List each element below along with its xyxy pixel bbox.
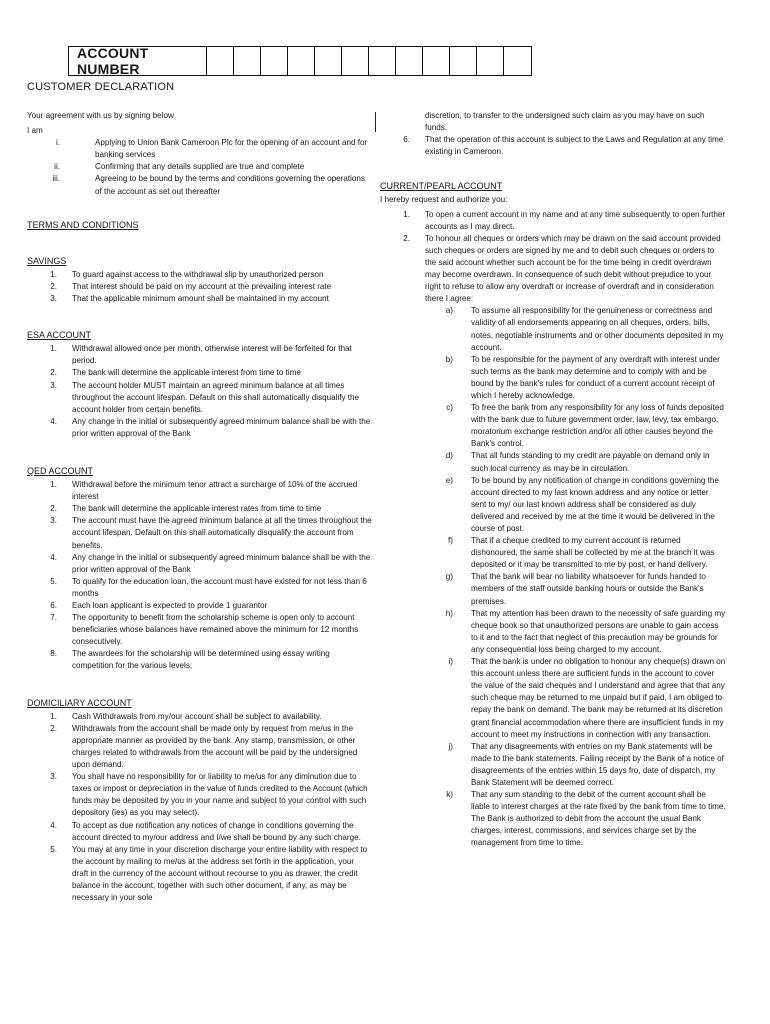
list-number: 1. xyxy=(50,269,57,279)
list-number: 4. xyxy=(50,820,57,830)
list-number: 5. xyxy=(50,844,57,854)
list-text: Applying to Union Bank Cameroon Plc for the opening of an account and for banking services xyxy=(95,138,368,160)
list-item xyxy=(27,293,372,305)
list-item xyxy=(425,305,726,353)
list-item xyxy=(425,450,726,474)
list-number: 3. xyxy=(50,380,57,390)
account-number-digit-cell[interactable] xyxy=(342,47,369,75)
list-number: e) xyxy=(445,475,453,485)
list-item xyxy=(27,820,372,844)
list-item xyxy=(27,161,372,173)
list-item xyxy=(27,269,372,281)
account-number-label: ACCOUNT NUMBER xyxy=(69,47,207,75)
savings-list xyxy=(27,269,372,305)
list-item xyxy=(27,343,372,367)
account-number-digit-cell[interactable] xyxy=(234,47,261,75)
list-text: Agreeing to be bound by the terms and conditions governing the operations of the account as set out thereafter xyxy=(95,174,365,196)
agreement-list xyxy=(380,305,726,849)
column-divider xyxy=(375,112,376,132)
qed-list xyxy=(27,479,372,673)
list-number: k) xyxy=(446,790,453,800)
list-item: 2. To honour all cheques or orders which may be drawn on the said account provided such cheques or orders are signed by me and to debit such cheques or orders to the said account whether such account be for the time being in credit overdrawn may become overdrawn. In consequence of such debit without prejudice to your right to refuse to allow any overdraft or increase of overdraft and in consideration there I agree: xyxy=(403,233,721,304)
list-text: That my attention has been drawn to the necessity of safe guarding my cheque book so that unauthorized persons are unable to gain access to it and to the fact that neglect of this precaution may be grounds for any consequential loss being charged to my account. xyxy=(471,608,726,654)
list-text: The bank will determine the applicable interest from time to time xyxy=(72,368,301,378)
list-item: 1. To open a current account in my name and at any time subsequently to open further accounts as I may direct. xyxy=(403,209,726,231)
list-number: c) xyxy=(446,403,453,413)
list-text: To accept as due notification any notices of change in conditions governing the account directed to my/our address and I/we shall be bound by any such charge. xyxy=(72,820,361,842)
account-number-digit-cell[interactable] xyxy=(396,47,423,75)
list-item: 6. That the operation of this account is subject to the Laws and Regulation at any time existing in Cameroon. xyxy=(403,135,724,157)
list-item xyxy=(27,173,372,197)
declaration-title: CUSTOMER DECLARATION xyxy=(27,81,175,93)
list-number: h) xyxy=(445,608,453,618)
domiciliary-title: DOMICILIARY ACCOUNT xyxy=(27,697,132,708)
list-text: Any change in the initial or subsequently agreed minimum balance shall be with the prior written approval of the Bank xyxy=(72,552,371,574)
list-item xyxy=(27,723,372,771)
list-number: 6. xyxy=(50,601,57,610)
list-text: Withdrawal before the minimum tenor attract a surcharge of 10% of the accrued interest xyxy=(72,480,358,502)
list-number: 3. xyxy=(50,772,57,782)
list-item xyxy=(27,137,372,161)
list-number: 5. xyxy=(50,576,57,586)
current-title: CURRENT/PEARL ACCOUNT xyxy=(380,181,503,192)
list-text: That the bank will bear no liability whatsoever for funds handed to members of the staff outside banking hours or outside the Bank's premises. xyxy=(471,572,706,606)
list-item xyxy=(27,367,372,379)
list-text: You shall have no responsibility for or liability to me/us for any diminution due to taxes or impost or depreciation in the value of funds credited to the Account (which funds may be deposited by you in your name and subject to your control with such depository (ies) as you may select). xyxy=(72,772,368,818)
list-item xyxy=(425,535,726,571)
list-number: 2. xyxy=(50,723,57,733)
account-number-digit-cell[interactable] xyxy=(207,47,234,75)
list-text: The account holder MUST maintain an agreed minimum balance at all times throughout the account lifespan. Default on this shall automatically disqualify the account holder from certain benefits. xyxy=(72,380,360,414)
account-number-digit-cell[interactable] xyxy=(315,47,342,75)
list-item xyxy=(27,503,372,515)
list-item xyxy=(27,576,372,600)
list-item xyxy=(27,281,372,293)
account-number-box xyxy=(68,46,532,76)
list-text: To qualify for the education loan, the account must have existed for not less than 6 months xyxy=(72,576,367,598)
list-number: a) xyxy=(445,306,453,316)
list-text: That if a cheque credited to my current account is returned dishonoured, the same shall be collected by me at the branch it was deposited or it may be transmitted to me by post, or hand delivery. xyxy=(471,536,715,570)
list-text: Withdrawal allowed once per month, otherwise interest will be forfeited for that period. xyxy=(72,344,352,366)
list-item xyxy=(27,552,372,576)
list-number: b) xyxy=(445,354,453,364)
list-number: 1. xyxy=(50,344,57,354)
current-list xyxy=(380,209,726,306)
list-item xyxy=(425,608,726,656)
list-number: iii. xyxy=(52,174,60,184)
account-number-digit-cell[interactable] xyxy=(504,47,531,75)
list-number: 4. xyxy=(50,552,57,562)
list-item xyxy=(27,648,372,672)
list-text: That interest should be paid on my account at the prevailing interest rate xyxy=(72,281,332,291)
list-item xyxy=(27,711,372,723)
account-number-digit-cell[interactable] xyxy=(369,47,396,75)
list-number: 1. xyxy=(50,480,57,490)
account-number-digit-cell[interactable] xyxy=(261,47,288,75)
account-number-digit-cell[interactable] xyxy=(477,47,504,75)
list-text: That any sum standing to the debit of the current account shall be liable to interest charges at the rate fixed by the bank from time to time. The Bank is authorized to debit from the account the usual Bank charges, interest, commissions, and services charge set by the management from time to time. xyxy=(471,790,726,848)
list-text: To guard against access to the withdrawal slip by unauthorized person xyxy=(72,269,324,279)
list-number: 3. xyxy=(50,294,57,304)
list-text: Each loan applicant is expected to provide 1 guarantor xyxy=(72,601,268,610)
domiciliary-list-continued xyxy=(380,134,726,158)
terms-title: TERMS AND CONDITIONS xyxy=(27,219,139,230)
list-number: 3. xyxy=(50,516,57,526)
list-text: The account must have the agreed minimum balance at all the times throughout the account lifespan. Default on this shall automatically disqualify the account from benefits. xyxy=(72,516,372,550)
list-item xyxy=(425,354,726,402)
continuation-text: discretion, to transfer to the undersigned such claim as you may have on such funds. xyxy=(425,111,705,133)
account-number-digit-cell[interactable] xyxy=(450,47,477,75)
list-text: To free the bank from any responsibility for any loss of funds deposited with the bank due to future government order, law, levy, tax embargo, moratorium exchange restriction and/or all other causes beyond the Bank's control. xyxy=(471,403,724,449)
list-text: To assume all responsibility for the genuineness or correctness and validity of all endorsements appearing on all cheques, orders, bills, notes, negotiable instruments and or other documents deposited in my account. xyxy=(471,306,724,352)
list-text: Cash Withdrawals from my/our account shall be subject to availability. xyxy=(72,711,322,721)
list-number: d) xyxy=(445,451,453,461)
list-text: That all funds standing to my credit are payable on demand only in such local currency as may be in circulation. xyxy=(471,451,710,473)
list-item xyxy=(27,416,372,440)
list-item xyxy=(425,789,726,849)
list-number: j) xyxy=(448,741,453,751)
list-item xyxy=(425,656,726,741)
list-number: 1. xyxy=(50,711,57,721)
list-text: Any change in the initial or subsequently agreed minimum balance shall be with the prior written approval of the Bank xyxy=(72,416,371,438)
list-number: f) xyxy=(448,536,453,546)
account-number-digit-cell[interactable] xyxy=(288,47,315,75)
list-number: i) xyxy=(448,657,453,667)
list-text: You may at any time in your discretion discharge your entire liability with respect to the account by mailing to me/us at the address set forth in the application, your draft in the currency of the account without recourse to you as drawer, the credit balance in the account, together with such other document, if any, as may be necessary in your sole xyxy=(72,844,368,903)
list-number: 7. xyxy=(50,613,57,623)
esa-title: ESA ACCOUNT xyxy=(27,330,92,341)
list-number: 2. xyxy=(50,281,57,291)
right-column xyxy=(380,110,726,850)
esa-list xyxy=(27,343,372,440)
list-text: The awardees for the scholarship will be determined using essay writing competition for the various levels; xyxy=(72,649,330,671)
list-text: To be responsible for the payment of any overdraft with interest under such terms as the bank may determine and to comply with and be bound by the bank's rules for conduct of a current account receipt of which I hereby acknowledge. xyxy=(471,354,720,400)
list-item xyxy=(27,844,372,904)
current-intro: I hereby request and authorize you: xyxy=(380,195,508,205)
list-text: That the bank is under no obligation to honour any cheque(s) drawn on this account unless there are sufficient funds in the account to cover the value of the said cheques and I understand and agree that that any such cheque may be returned to me unpaid but if paid, I am obliged to repay the bank on demand. The bank may be returned at its discretion grant financial accommodation where there are insufficient funds in my account to meet my instructions in connection with any transaction. xyxy=(471,657,726,739)
list-text: To be bound by any notification of change in conditions governing the account directed to my last known address and any notice or letter sent to my/ our last known address shall be considered as duly delivered and received by me at the time it would be delivered in the course of post. xyxy=(471,475,719,533)
list-text: That any disagreements with entries on my Bank statements will be made to the bank statements. Failing receipt by the Bank of a notice of disagreements of the entries within 15 days fro, date of dispatch, my Bank Statement will be deemed correct. xyxy=(471,741,724,787)
savings-title: SAVINGS xyxy=(27,255,67,266)
left-column xyxy=(27,110,372,904)
intro-iam: I am xyxy=(27,126,43,136)
list-number: 8. xyxy=(50,649,57,659)
list-text: The opportunity to benefit from the scholarship scheme is open only to account beneficiaries whose balances have remained above the minimum for 12 months consecutively. xyxy=(72,613,359,647)
list-item xyxy=(27,600,372,612)
domiciliary-list xyxy=(27,711,372,905)
list-number: 2. xyxy=(50,504,57,514)
list-number: 2. xyxy=(50,368,57,378)
list-number: ii. xyxy=(54,162,60,172)
list-item xyxy=(27,479,372,503)
list-text: Confirming that any details supplied are true and complete xyxy=(95,162,305,172)
list-item xyxy=(27,380,372,416)
list-item xyxy=(425,741,726,789)
intro-line: Your agreement with us by signing below xyxy=(27,111,174,120)
list-item xyxy=(425,571,726,607)
list-text: That the applicable minimum amount shall be maintained in my account xyxy=(72,294,329,304)
list-text: The bank will determine the applicable interest rates from time to time xyxy=(72,504,322,514)
list-text: Withdrawals from the account shall be made only by request from me/us in the appropriate manner as provided by the bank. Any stamp, transmission, or other charges related to withdrawals from the account will be paid by the undersigned upon demand. xyxy=(72,723,358,770)
list-item xyxy=(27,515,372,551)
list-number: g) xyxy=(445,572,453,582)
list-number: 4. xyxy=(50,416,57,426)
list-item xyxy=(27,771,372,819)
list-item xyxy=(425,402,726,450)
list-item xyxy=(27,612,372,648)
list-item xyxy=(425,475,726,535)
qed-title: QED ACCOUNT xyxy=(27,465,94,476)
list-number: i. xyxy=(55,138,60,148)
account-number-digit-cell[interactable] xyxy=(423,47,450,75)
declaration-list xyxy=(27,137,372,197)
account-number-cells[interactable] xyxy=(207,47,531,75)
